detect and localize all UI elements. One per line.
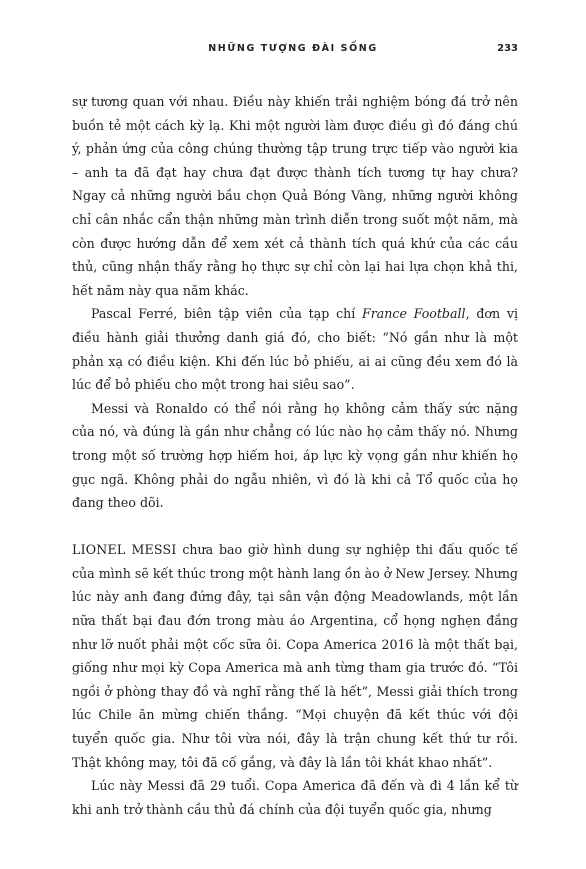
magazine-title: France Football xyxy=(362,306,466,322)
paragraph-2 xyxy=(72,302,518,396)
body-text xyxy=(72,90,518,821)
paragraph-5: Lúc này Messi đã 29 tuổi. Copa America đã đến và đi 4 lần kể từ khi anh trở thành cầu thủ đá chính của đội tuyển quốc gia, nhưng xyxy=(72,778,518,817)
paragraph-2-text-start: Pascal Ferré, biên tập viên của tạp chí xyxy=(91,306,363,322)
paragraph-1: sự tương quan với nhau. Điều này khiến trải nghiệm bóng đá trở nên buồn tẻ một cách kỳ lạ. Khi một người làm được điều gì đó đáng chú ý, phản ứng của công chúng thường tập trung trực tiếp vào người kia – anh ta đã đạt hay chưa đạt được thành tích tương tự hay chưa? Ngay cả những người bầu chọn Quả Bóng Vàng, những người không chỉ cân nhắc cẩn thận những màn trình diễn trong suốt một năm, mà còn được hướng dẫn để xem xét cả thành tích quá khứ của các cầu thủ, cũng nhận thấy rằng họ thực sự chỉ còn lại hai lựa chọn khả thi, hết năm này qua năm khác. xyxy=(72,94,518,298)
section-break xyxy=(72,515,518,539)
chapter-title: NHỮNG TƯỢNG ĐÀI SỐNG xyxy=(208,43,378,54)
section-lead-caps: LIONEL MESSI xyxy=(72,542,177,558)
paragraph-2-text-end: , đơn vị điều hành giải thưởng danh giá đó, cho biết: “Nó gần như là một phản xạ có điều kiện. Khi đến lúc bỏ phiếu, ai ai cũng đều xem đó là lúc để bỏ phiếu cho một trong hai siêu sao”. xyxy=(72,306,518,393)
page-number: 233 xyxy=(497,43,518,54)
paragraph-3: Messi và Ronaldo có thể nói rằng họ không cảm thấy sức nặng của nó, và đúng là gần như chẳng có lúc nào họ cảm thấy nó. Nhưng trong một số trường hợp hiếm hoi, áp lực kỳ vọng gần như khiến họ gục ngã. Không phải do ngẫu nhiên, vì đó là khi cả Tổ quốc của họ đang theo dõi. xyxy=(72,400,518,511)
running-header xyxy=(0,43,586,59)
paragraph-4 xyxy=(72,538,518,774)
paragraph-4-text: chưa bao giờ hình dung sự nghiệp thi đấu quốc tế của mình sẽ kết thúc trong một hành lang ồn ào ở New Jersey. Nhưng lúc này anh đang đứng đây, tại sân vận động Meadowlands, một lần nữa thất bại đau đớn trong màu áo Argentina, cổ họng nghẹn đắng như lỡ nuốt phải một cốc sữa ôi. Copa America 2016 là một thất bại, giống như mọi kỳ Copa America mà anh từng tham gia trước đó. “Tôi ngồi ở phòng thay đồ và nghĩ rằng thế là hết”, Messi giải thích trong lúc Chile ăn mừng chiến thắng. “Mọi chuyện đã kết thúc với đội tuyển quốc gia. Như tôi vừa nói, đây là trận chung kết thứ tư rồi. Thật không may, tôi đã cố gắng, và đây là lần tôi khát khao nhất”. xyxy=(72,542,518,770)
